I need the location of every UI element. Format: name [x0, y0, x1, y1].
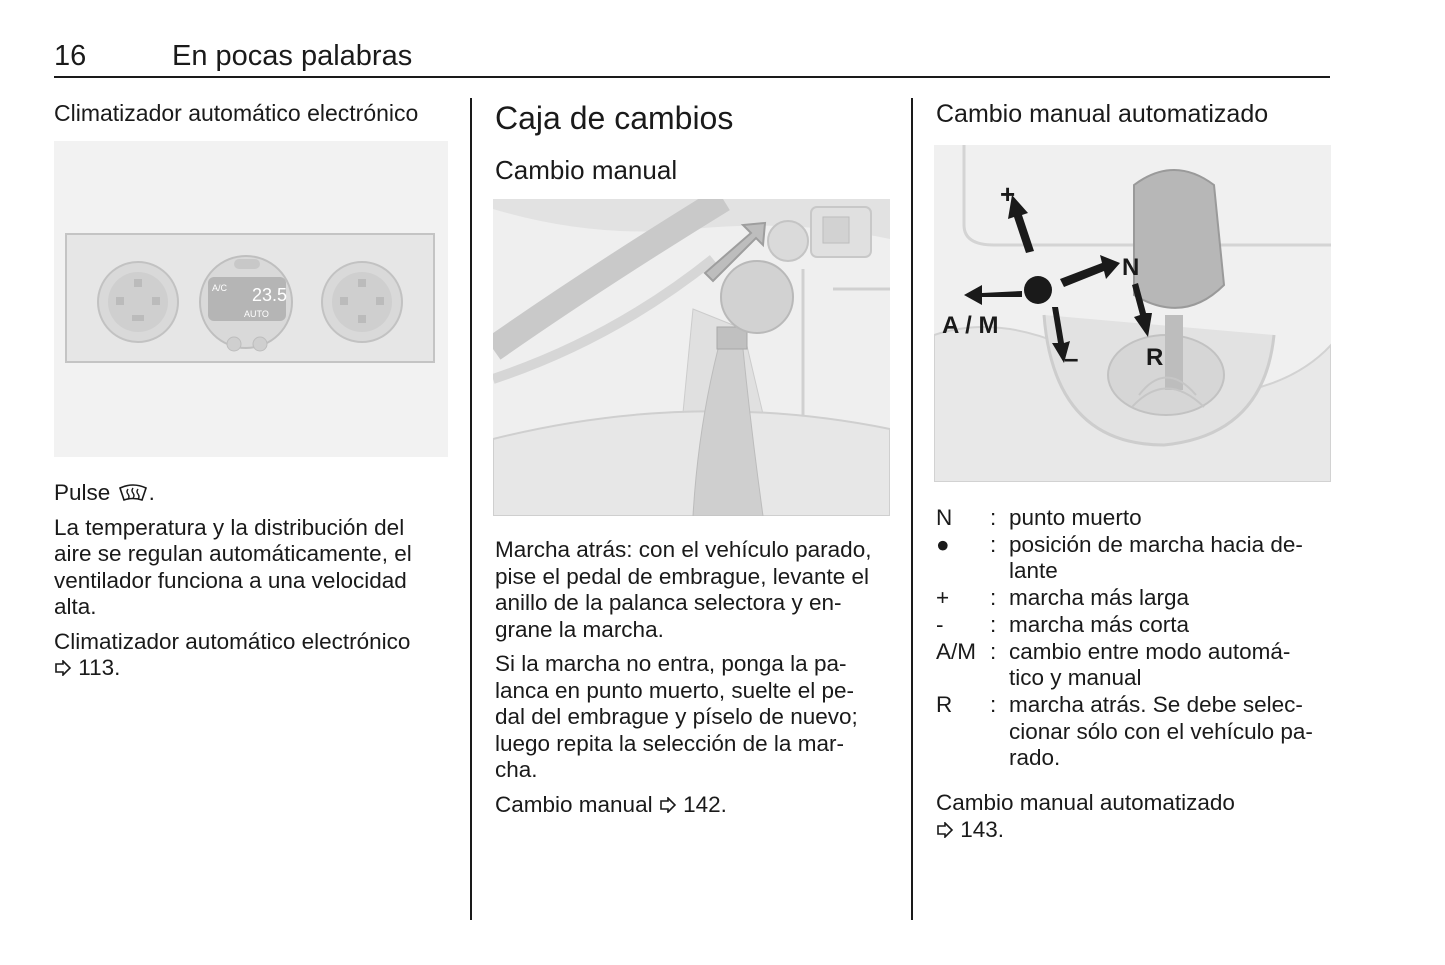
legend-row-am: A/M : cambio entre modo automá- tico y manual [936, 638, 1291, 691]
climate-control-illustration [54, 141, 448, 457]
column-divider-1 [470, 98, 472, 920]
page-title: En pocas palabras [172, 40, 413, 72]
manual-gearbox-reference: Cambio manual 142. [495, 791, 727, 817]
manual-ref-page[interactable]: 142. [683, 791, 727, 817]
figure-label-am: A / M [942, 312, 999, 339]
legend-row-drive: ● : posición de marcha hacia de- lante [936, 531, 1303, 584]
gear-knob-icon [1134, 170, 1224, 308]
automated-ref-page[interactable]: 143. [960, 816, 1005, 842]
page-reference-arrow-icon [659, 797, 677, 813]
gear-positions-legend [936, 505, 1330, 772]
climate-text [54, 480, 444, 690]
display-temp-text: 23.5 [252, 285, 288, 305]
figure-label-minus: – [1064, 343, 1079, 373]
display-mode-text: AUTO [244, 309, 269, 319]
page-reference-arrow-icon [54, 660, 72, 676]
climate-ref-page[interactable]: 113. [78, 655, 121, 680]
legend-row-plus: + : marcha más larga [936, 585, 1190, 611]
pulse-instruction: Pulse . [54, 480, 155, 505]
reverse-gear-paragraph: Marcha atrás: con el vehículo parado, pise el pedal de embrague, levante el anillo de la palanca selectora y en- grane la marcha. [495, 537, 872, 642]
climate-reference: Climatizador automático electrónico 113. [54, 628, 411, 680]
figure-label-r: R [1146, 344, 1164, 371]
display-ac-text: A/C [212, 283, 228, 293]
gear-not-engaging-paragraph: Si la marcha no entra, ponga la pa- lanca en punto muerto, suelte el pe- dal del embrague y píselo de nuevo; luego repita la selección de la mar- cha. [495, 651, 858, 782]
legend-row-minus: - : marcha más corta [936, 611, 1190, 637]
automated-gearbox-heading: Cambio manual automatizado [936, 100, 1269, 128]
automated-gearbox-illustration [934, 145, 1331, 482]
header-rule [54, 76, 1330, 78]
manual-gearbox-subheading: Cambio manual [495, 155, 678, 185]
drive-position-dot-icon [1024, 276, 1052, 304]
climate-heading: Climatizador automático electrónico [54, 100, 419, 126]
drive-dot-icon: ● [936, 531, 950, 557]
figure-label-plus: + [1000, 179, 1016, 209]
legend-row-reverse: R : marcha atrás. Se debe selec- cionar sólo con el vehículo pa- rado. [936, 691, 1313, 771]
left-knob-icon [98, 262, 178, 342]
climate-panel-drawing [54, 141, 448, 457]
figure-label-n: N [1122, 254, 1140, 281]
page-reference-arrow-icon [936, 822, 954, 838]
windscreen-defrost-icon [117, 482, 149, 504]
gearbox-heading: Caja de cambios [495, 100, 734, 136]
manual-gearbox-text [495, 537, 895, 826]
automated-gearbox-reference: Cambio manual automatizado 143. [936, 790, 1235, 842]
legend-row-neutral: N : punto muerto [936, 505, 1142, 530]
climate-paragraph: La temperatura y la distribución del aire se regulan automáticamente, el ventilador funciona a una velocidad alta. [54, 514, 412, 619]
column-divider-2 [911, 98, 913, 920]
manual-gear-lever-drawing [493, 199, 890, 516]
manual-gearbox-illustration [493, 199, 890, 516]
automated-gear-lever-drawing [934, 145, 1331, 482]
right-knob-icon [322, 262, 402, 342]
page-number: 16 [54, 40, 87, 72]
